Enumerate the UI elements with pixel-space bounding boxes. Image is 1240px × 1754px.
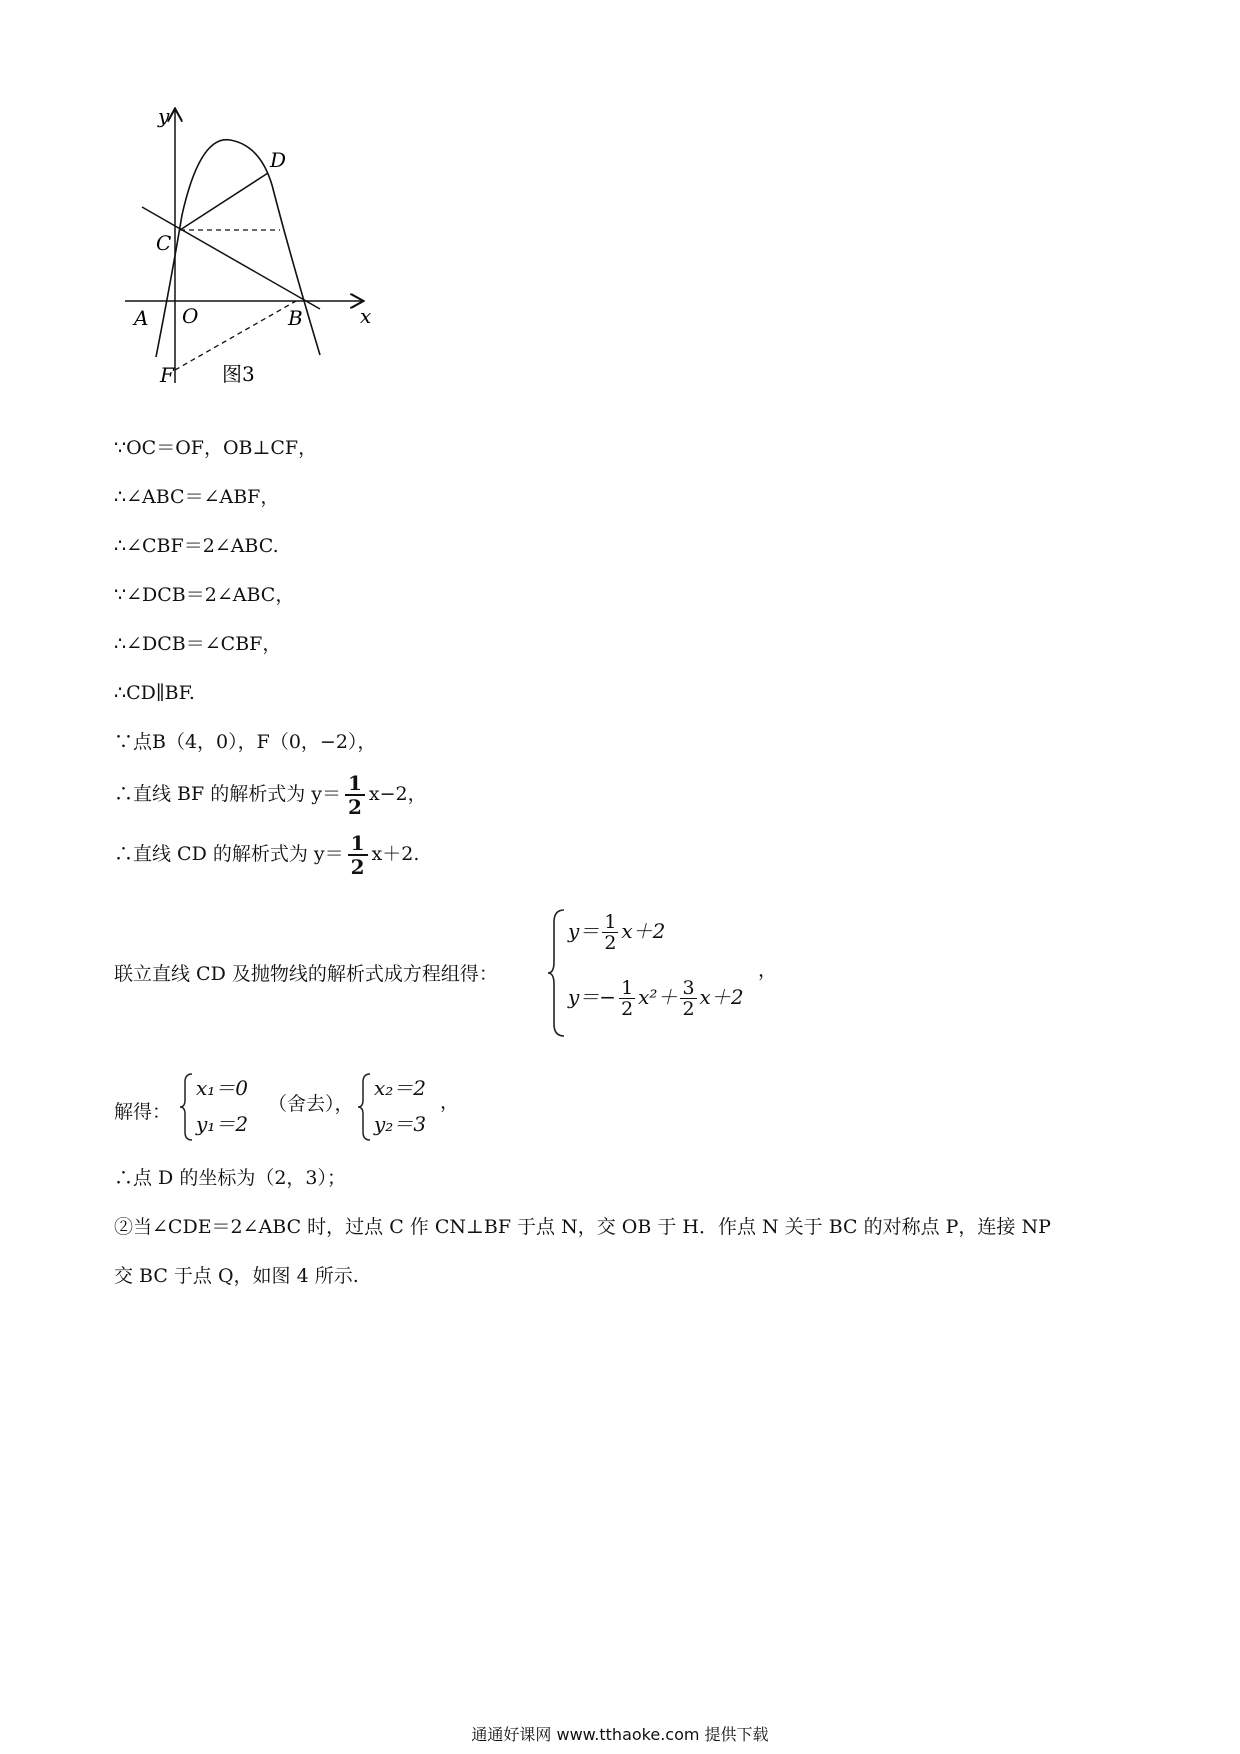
eq1-den: 2	[604, 932, 617, 954]
solution-y1: y₁＝2	[196, 1112, 249, 1136]
eq2-den2: 2	[682, 998, 695, 1020]
line-7: ∵点B（4，0），F（0，−2），	[114, 731, 377, 753]
cd-fraction	[348, 832, 368, 878]
solution-prefix: 解得：	[114, 1101, 172, 1123]
label-f: F	[160, 363, 174, 387]
solution-x1: x₁＝0	[196, 1076, 249, 1100]
cd-suffix: x＋2.	[371, 843, 420, 865]
eq2-lhs: y＝−	[568, 985, 617, 1009]
system-suffix: ，	[758, 959, 778, 981]
solution-y2: y₂＝3	[374, 1112, 427, 1136]
eq1-num: 1	[604, 911, 617, 933]
label-d: D	[270, 148, 287, 172]
label-a: A	[134, 306, 149, 330]
cd-equation	[114, 832, 419, 878]
eq2-frac1	[619, 978, 635, 1019]
line-3: ∴∠CBF＝2∠ABC.	[114, 535, 279, 557]
eq1-rest: x＋2	[621, 919, 666, 943]
bf-equation	[114, 772, 427, 818]
footer: 通通好课网 www.tthaoke.com 提供下载	[471, 1725, 769, 1744]
line-1: ∵OC＝OF，OB⊥CF，	[114, 437, 318, 459]
eq1-frac	[602, 912, 618, 953]
eq2-den1: 2	[621, 998, 634, 1020]
label-x: x	[360, 304, 372, 328]
line-cd	[180, 173, 268, 230]
system-prefix: 联立直线 CD 及抛物线的解析式成方程组得：	[114, 963, 498, 985]
label-b: B	[288, 306, 303, 330]
line-4: ∵∠DCB＝2∠ABC，	[114, 584, 295, 606]
eq2-rest: x＋2	[699, 985, 744, 1009]
cd-den: 2	[350, 855, 365, 879]
case2-line2: 交 BC 于点 Q，如图 4 所示.	[114, 1265, 359, 1287]
bf-suffix: x−2，	[368, 783, 427, 805]
label-c: C	[156, 231, 172, 255]
line-6: ∴CD∥BF.	[114, 682, 195, 704]
line-2: ∴∠ABC＝∠ABF，	[114, 486, 280, 508]
d-coordinate: ∴点 D 的坐标为（2，3）；	[114, 1167, 346, 1189]
system-eq1	[568, 912, 665, 953]
cd-num: 1	[348, 832, 368, 856]
figure-caption: 图3	[222, 362, 255, 386]
case2-line1: ②当∠CDE＝2∠ABC 时，过点 C 作 CN⊥BF 于点 N，交 OB 于 H．作点 N 关于 BC 的对称点 P，连接 NP	[114, 1216, 1051, 1238]
label-y: y	[158, 105, 170, 128]
eq2-num1: 1	[621, 977, 634, 999]
solution-brace-1	[180, 1072, 194, 1142]
solution-suffix: ，	[440, 1091, 460, 1113]
solution-note: （舍去），	[268, 1093, 354, 1115]
bf-num: 1	[345, 772, 365, 796]
eq2-mid: x²＋	[638, 985, 678, 1009]
bf-den: 2	[348, 795, 362, 819]
bf-fraction	[345, 772, 365, 818]
solution-brace-2	[358, 1072, 372, 1142]
cd-prefix: ∴直线 CD 的解析式为 y＝	[114, 843, 344, 865]
bf-prefix: ∴直线 BF 的解析式为 y＝	[114, 783, 341, 805]
system-brace	[548, 908, 568, 1038]
eq2-frac2	[680, 978, 696, 1019]
solution-x2: x₂＝2	[374, 1076, 427, 1100]
eq2-num2: 3	[682, 977, 695, 999]
system-eq2	[568, 978, 744, 1019]
label-o: O	[182, 304, 199, 328]
figure-3	[120, 105, 390, 405]
line-5: ∴∠DCB＝∠CBF，	[114, 633, 282, 655]
eq1-lhs: y＝	[568, 919, 600, 943]
